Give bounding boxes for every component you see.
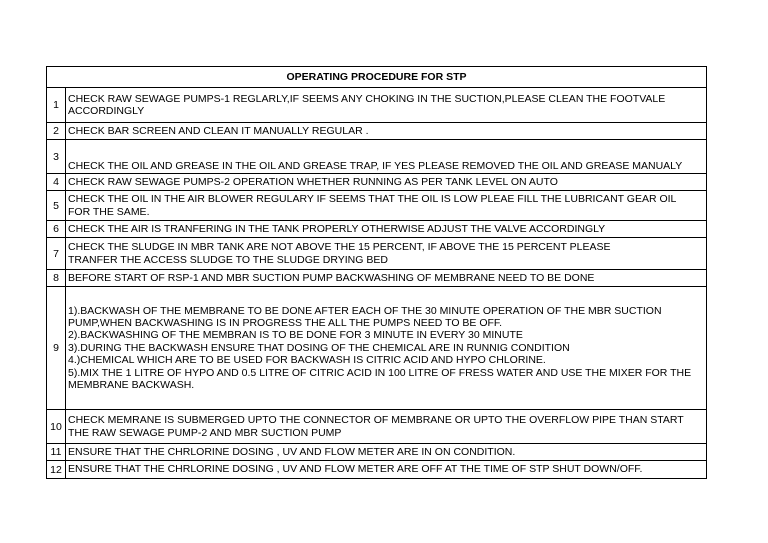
row-instruction [66, 221, 706, 237]
instruction-line: CHECK MEMRANE IS SUBMERGED UPTO THE CONNECTOR OF MEMBRANE OR UPTO THE OVERFLOW PIPE THAN START [68, 414, 684, 427]
table-row [47, 174, 706, 191]
instruction-line: ACCORDINGLY [68, 105, 145, 117]
table-row [47, 444, 706, 461]
row-number: 5 [47, 191, 66, 220]
table-row [47, 410, 706, 444]
table-row [47, 287, 706, 410]
row-number: 7 [47, 238, 66, 269]
instruction-line: CHECK BAR SCREEN AND CLEAN IT MANUALLY REGULAR . [68, 124, 369, 137]
instruction-line: CHECK THE SLUDGE IN MBR TANK ARE NOT ABOVE THE 15 PERCENT, IF ABOVE THE 15 PERCENT PLEASE [68, 241, 611, 254]
table-row [47, 461, 706, 478]
instruction-line: FOR THE SAME. [68, 205, 150, 218]
row-number: 12 [47, 461, 66, 478]
instruction-line: BEFORE START OF RSP-1 AND MBR SUCTION PUMP BACKWASHING OF MEMBRANE NEED TO BE DONE [68, 271, 595, 284]
row-number: 9 [47, 287, 66, 409]
row-instruction [66, 88, 706, 122]
table-row [47, 191, 706, 221]
row-number: 1 [47, 88, 66, 122]
table-row [47, 221, 706, 238]
row-number: 8 [47, 270, 66, 286]
instruction-line: PUMP,WHEN BACKWASHING IS IN PROGRESS THE ALL THE PUMPS NEED TO BE OFF. [68, 316, 503, 329]
row-instruction [66, 191, 706, 220]
table-row [47, 238, 706, 270]
procedure-table [46, 66, 707, 479]
instruction-line: ENSURE THAT THE CHRLORINE DOSING , UV AND FLOW METER ARE OFF AT THE TIME OF STP SHUT DOWN/OFF. [68, 463, 643, 476]
table-body [47, 88, 706, 478]
instruction-line: 5).MIX THE 1 LITRE OF HYPO AND 0.5 LITRE OF CITRIC ACID IN 100 LITRE OF FRESS WATER AND USE THE MIXER FOR THE [68, 366, 692, 379]
instruction-line: CHECK RAW SEWAGE PUMPS-1 REGLARLY,IF SEEMS ANY CHOKING IN THE SUCTION,PLEASE CLEAN THE FOOTVALE [68, 92, 666, 105]
instruction-line: THE RAW SEWAGE PUMP-2 AND MBR SUCTION PUMP [68, 426, 342, 439]
row-number: 2 [47, 123, 66, 139]
instruction-line: CHECK THE OIL IN THE AIR BLOWER REGULARY IF SEEMS THAT THE OIL IS LOW PLEAE FILL THE LUBRICANT GEAR OIL [68, 193, 677, 206]
row-instruction [66, 287, 706, 409]
row-number: 3 [47, 140, 66, 173]
table-row [47, 140, 706, 174]
instruction-line: CHECK THE AIR IS TRANFERING IN THE TANK PROPERLY OTHERWISE ADJUST THE VALVE ACCORDINGLY [68, 222, 606, 235]
row-number: 11 [47, 444, 66, 460]
instruction-line: CHECK THE OIL AND GREASE IN THE OIL AND GREASE TRAP, IF YES PLEASE REMOVED THE OIL AND GREASE MANUALY [68, 159, 683, 172]
row-instruction [66, 238, 706, 269]
table-title: OPERATING PROCEDURE FOR STP [47, 67, 706, 88]
instruction-line: MEMBRANE BACKWASH. [68, 379, 195, 392]
instruction-line: ENSURE THAT THE CHRLORINE DOSING , UV AND FLOW METER ARE IN ON CONDITION. [68, 445, 516, 458]
row-instruction [66, 461, 706, 478]
table-row [47, 88, 706, 123]
table-row [47, 270, 706, 287]
row-instruction [66, 270, 706, 286]
instruction-line: CHECK RAW SEWAGE PUMPS-2 OPERATION WHETHER RUNNING AS PER TANK LEVEL ON AUTO [68, 175, 558, 188]
instruction-line: 3).DURING THE BACKWASH ENSURE THAT DOSING OF THE CHEMICAL ARE IN RUNNIG CONDITION [68, 341, 570, 354]
row-instruction [66, 174, 706, 190]
instruction-line: 1).BACKWASH OF THE MEMBRANE TO BE DONE AFTER EACH OF THE 30 MINUTE OPERATION OF THE MBR SUCTION [68, 304, 662, 317]
row-instruction [66, 410, 706, 443]
table-row [47, 123, 706, 140]
row-number: 10 [47, 410, 66, 443]
row-instruction [66, 123, 706, 139]
row-number: 6 [47, 221, 66, 237]
row-instruction [66, 444, 706, 460]
instruction-line: TRANFER THE ACCESS SLUDGE TO THE SLUDGE DRYING BED [68, 253, 388, 266]
instruction-line: 2).BACKWASHING OF THE MEMBRAN IS TO BE DONE FOR 3 MINUTE IN EVERY 30 MINUTE [68, 329, 523, 342]
instruction-line: 4.)CHEMICAL WHICH ARE TO BE USED FOR BACKWASH IS CITRIC ACID AND HYPO CHLORINE. [68, 354, 546, 367]
row-instruction [66, 140, 706, 173]
row-number: 4 [47, 174, 66, 190]
